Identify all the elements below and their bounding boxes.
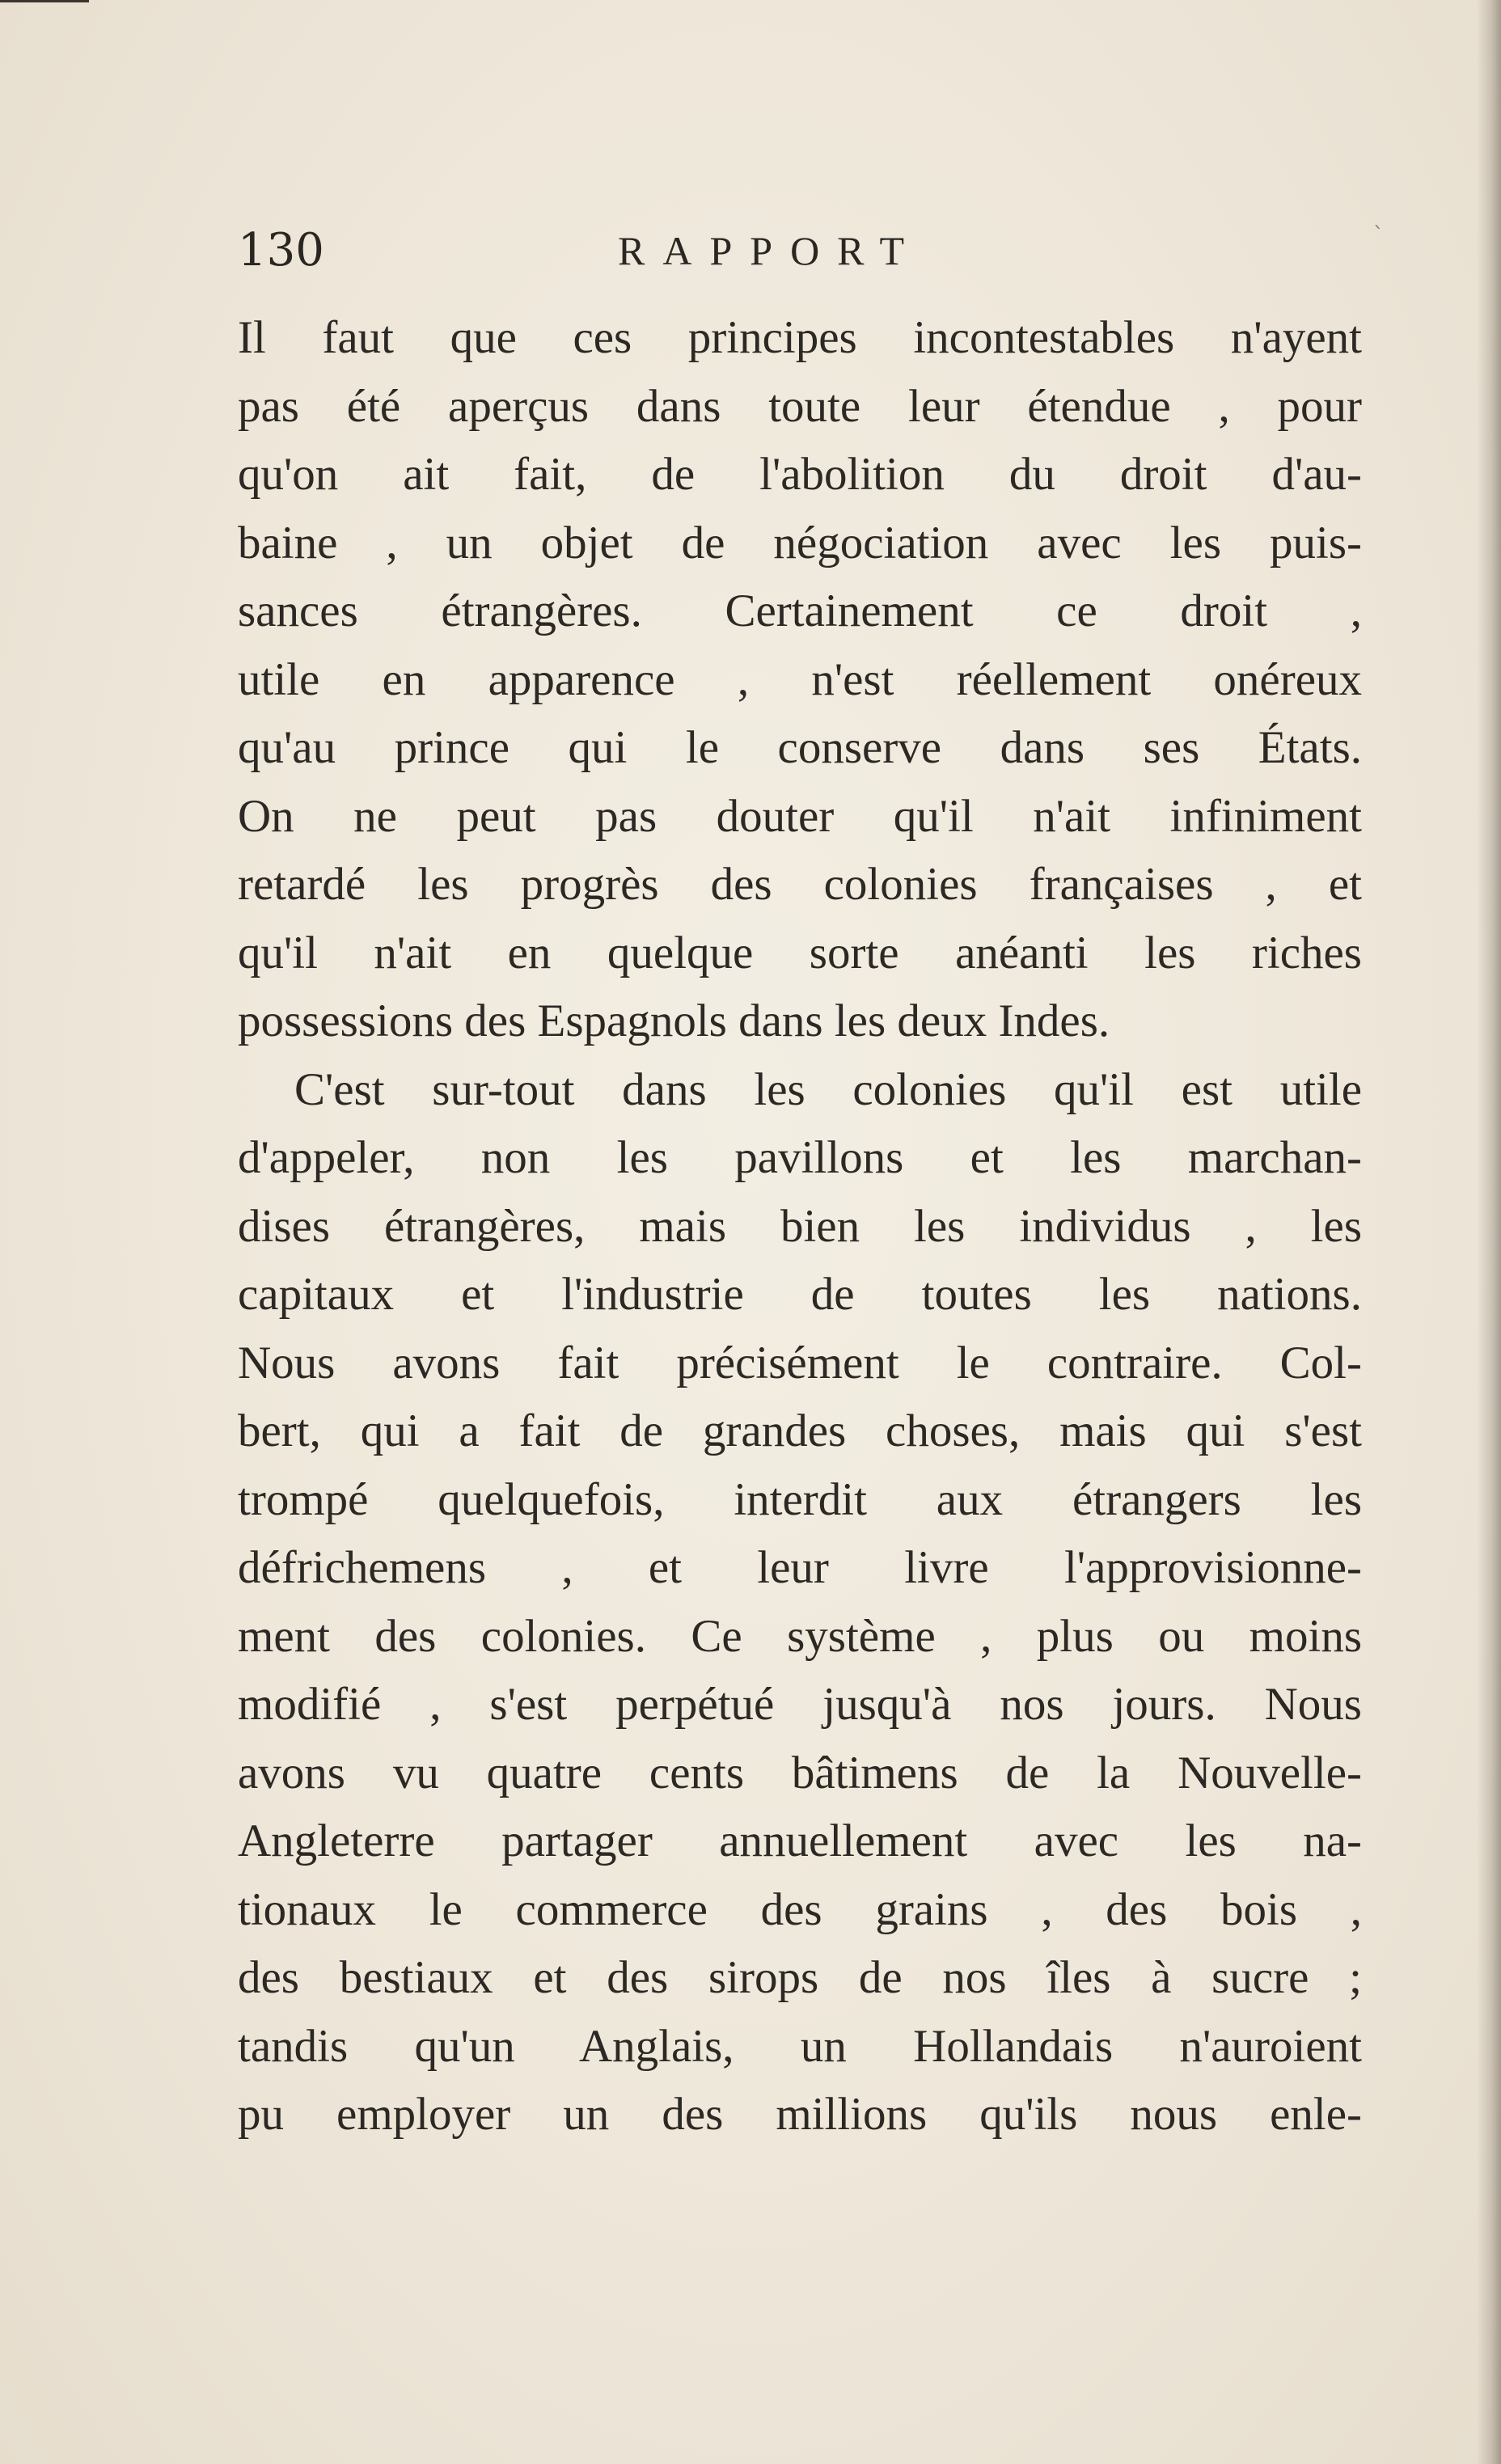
- text-line: dises étrangères, mais bien les individus , les: [238, 1200, 1362, 1252]
- text-line: tionaux le commerce des grains , des bois ,: [238, 1883, 1362, 1935]
- body-text: [238, 304, 1362, 2149]
- text-line: ment des colonies. Ce système , plus ou moins: [238, 1610, 1362, 1662]
- text-line: trompé quelquefois, interdit aux étrangers les: [238, 1473, 1362, 1525]
- text-line: retardé les progrès des colonies françaises , et: [238, 859, 1362, 910]
- text-line: des bestiaux et des sirops de nos îles à sucre ;: [238, 1952, 1362, 2003]
- text-line: qu'on ait fait, de l'abolition du droit d'au-: [238, 449, 1362, 500]
- text-line: modifié , s'est perpétué jusqu'à nos jours. Nous: [238, 1679, 1362, 1730]
- text-line: Nous avons fait précisément le contraire. Col-: [238, 1337, 1362, 1388]
- text-line: pu employer un des millions qu'ils nous enle-: [238, 2089, 1362, 2140]
- text-line: Angleterre partager annuellement avec les na-: [238, 1815, 1362, 1866]
- text-line: avons vu quatre cents bâtimens de la Nouvelle-: [238, 1747, 1362, 1798]
- text-line: sances étrangères. Certainement ce droit ,: [238, 585, 1362, 636]
- text-line: bert, qui a fait de grandes choses, mais qui s'est: [238, 1405, 1362, 1456]
- spine-shadow: [1477, 0, 1501, 2464]
- page-header: [238, 218, 1370, 283]
- text-line: défrichemens , et leur livre l'approvisionne-: [238, 1542, 1362, 1593]
- text-line: d'appeler, non les pavillons et les marchan-: [238, 1132, 1362, 1183]
- text-line: pas été aperçus dans toute leur étendue , pour: [238, 380, 1362, 432]
- running-title: RAPPORT: [618, 228, 923, 273]
- text-line: tandis qu'un Anglais, un Hollandais n'auroient: [238, 2020, 1362, 2072]
- text-line: C'est sur-tout dans les colonies qu'il est utile: [294, 1063, 1362, 1115]
- text-line: On ne peut pas douter qu'il n'ait infiniment: [238, 790, 1362, 842]
- text-line: capitaux et l'industrie de toutes les nations.: [238, 1269, 1362, 1320]
- text-line: Il faut que ces principes incontestables n'ayent: [238, 312, 1362, 363]
- page-number: 130: [238, 224, 324, 277]
- text-line: possessions des Espagnols dans les deux Indes.: [238, 995, 1110, 1046]
- text-line: utile en apparence , n'est réellement onéreux: [238, 653, 1362, 705]
- fold-mark: ˋ: [1373, 223, 1384, 247]
- text-line: baine , un objet de négociation avec les puis-: [238, 517, 1362, 568]
- text-line: qu'il n'ait en quelque sorte anéanti les riches: [238, 927, 1362, 978]
- text-line: qu'au prince qui le conserve dans ses États.: [238, 722, 1362, 773]
- page-edge-mark: [0, 0, 89, 2]
